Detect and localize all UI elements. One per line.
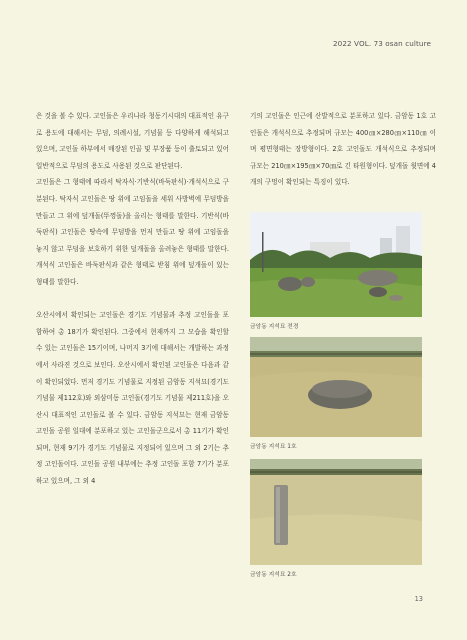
dolmen-photo	[250, 337, 422, 437]
photo-caption: 금암동 지석묘 2호	[250, 572, 297, 578]
landscape-photo	[250, 212, 422, 317]
paragraph: 은 것을 볼 수 있다. 고인돌은 우리나라 청동기시대의 대표적인 유구로 용도에 대해서는 무덤, 의례시설, 기념물 등 다양하게 해석되고 있으며, 고인돌 하부에서 매장된 인골 및 부장품 등이 출토되고 있어 일반적으로 무덤의 용도로 사용된 것으로 판단된다.	[36, 112, 229, 170]
photo-caption: 금암동 지석묘 1호	[250, 444, 297, 450]
running-header: 2022 VOL. 73 osan culture	[332, 39, 431, 48]
left-column	[36, 108, 229, 490]
paragraph-gap	[36, 291, 229, 308]
paragraph: 기의 고인돌은 인근에 산발적으로 분포하고 있다. 금암동 1호 고인돌은 개석식으로 추정되며 규모는 400㎝×280㎝×110㎝ 이며 평면형태는 장방형이다. 2호 고인돌도 개석식으로 추정되며 규모는 210㎝×195㎝×70㎝로 긴 타원형이다. 덮개돌 윗면에 4개의 구멍이 확인되는 특징이 있다.	[250, 112, 436, 187]
standing-stone-photo	[250, 459, 422, 565]
photo-caption: 금암동 지석묘 전경	[250, 324, 299, 330]
right-column	[250, 108, 436, 191]
page-number: 13	[414, 595, 423, 603]
paragraph: 오산시에서 확인되는 고인돌은 경기도 기념물과 추정 고인돌을 포함하여 총 18기가 확인된다. 그중에서 현재까지 그 모습을 확인할 수 있는 고인돌은 15기이며, 나머지 3기에 대해서는 개발하는 과정에서 사라진 것으로 보인다. 오산시에서 확인된 고인돌은 다음과 같이 확인되었다. 먼저 경기도 기념물로 지정된 금암동 지석묘(경기도기념물 제112호)와 외삼미동 고인돌(경기도 기념물 제211호)을 오산시 대표적인 고인돌로 볼 수 있다. 금암동 지석묘는 현재 금암동 고인돌 공원 일대에 분포하고 있는 고인돌군으로서 총 11기가 확인되며, 현재 9기가 경기도 기념물로 지정되어 있으며 그 외 2기는 추정 고인돌이다. 고인돌 공원 내부에는 추정 고인돌 포함 7기가 분포하고 있으며, 그 외 4	[36, 311, 229, 486]
paragraph: 고인돌은 그 형태에 따라서 탁자식·기반식(바둑판식)·개석식으로 구분된다. 탁자식 고인돌은 땅 위에 고임돌을 세워 사방벽에 무덤방을 만들고 그 위에 덮개돌(뚜껑돌)을 올리는 형태를 말한다. 기반식(바둑판식) 고인돌은 땅속에 무덤방을 먼저 만들고 땅 위에 고임돌을 놓지 않고 무덤을 보호하기 위한 덮개돌을 올려놓은 형태를 말한다. 개석식 고인돌은 바둑판식과 같은 형태로 받침 위에 덮개돌이 있는 형태를 말한다.	[36, 178, 229, 286]
